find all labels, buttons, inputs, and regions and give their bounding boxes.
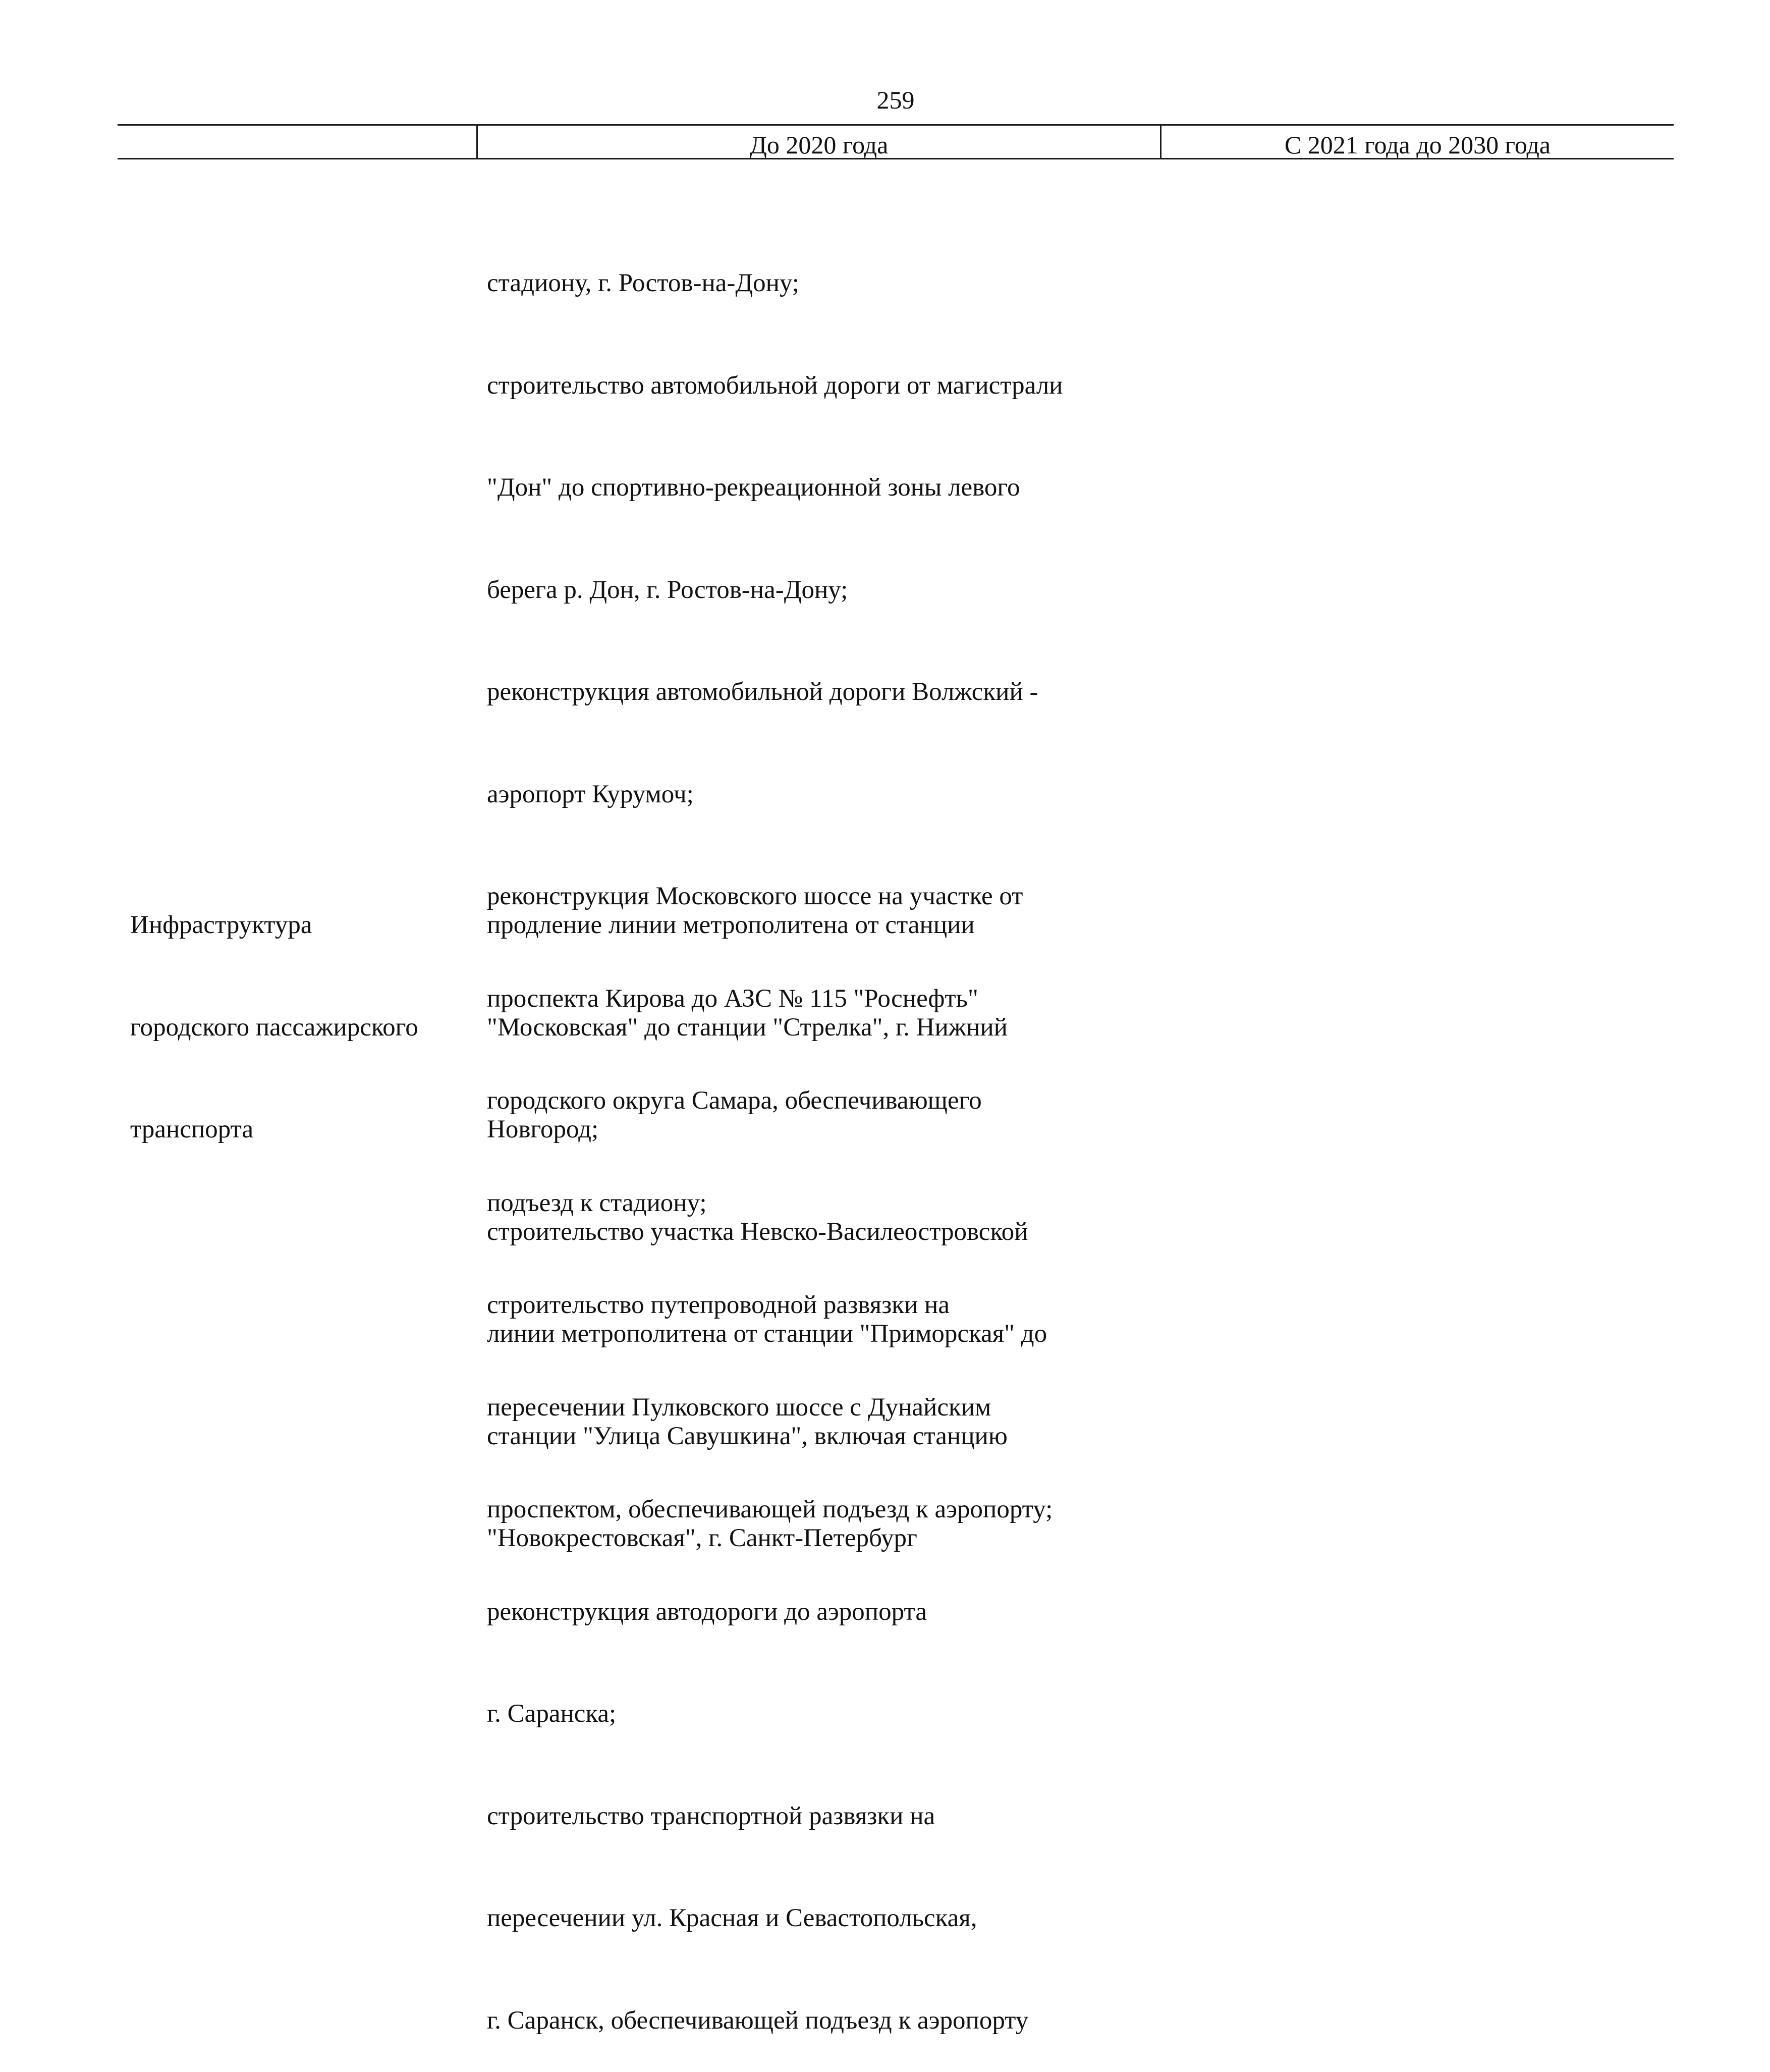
- text-line: продление линии метрополитена от станции: [487, 911, 975, 939]
- text-line: реконструкция Московского шоссе на участке от: [487, 882, 1023, 910]
- text-line: "Московская" до станции "Стрелка", г. Нижний: [487, 1013, 1008, 1042]
- text-line: пересечении ул. Красная и Севастопольская,: [487, 1904, 977, 1932]
- table-header: [118, 124, 1674, 159]
- page-number: 259: [876, 86, 915, 114]
- text-line: реконструкция автодороги до аэропорта: [487, 1597, 927, 1626]
- text-line: "Новокрестовская", г. Санкт-Петербург: [487, 1524, 917, 1552]
- header-col-2021-2030: С 2021 года до 2030 года: [1160, 126, 1674, 158]
- text-line: стадиону, г. Ростов-на-Дону;: [487, 269, 799, 297]
- text-line: строительство транспортной развязки на: [487, 1802, 935, 1830]
- text-line: "Дон" до спортивно-рекреационной зоны левого: [487, 473, 1020, 502]
- text-line: Новгород;: [487, 1115, 599, 1143]
- text-line: линии метрополитена от станции "Приморская" до: [487, 1320, 1047, 1348]
- header-col-category: [118, 126, 476, 158]
- text-line: г. Саранска;: [487, 1700, 617, 1728]
- text-line: пересечении Пулковского шоссе с Дунайским: [487, 1393, 991, 1422]
- text-line: берега р. Дон, г. Ростов-на-Дону;: [487, 575, 848, 604]
- text-line: строительство путепроводной развязки на: [487, 1291, 950, 1319]
- header-col-until-2020: До 2020 года: [476, 126, 1160, 158]
- row-2-col2-text: [487, 840, 1047, 1590]
- text-line: строительство участка Невско-Василеостровской: [487, 1217, 1028, 1246]
- row-2-category: [130, 840, 418, 1181]
- category-line: транспорта: [130, 1115, 254, 1143]
- text-line: г. Саранск, обеспечивающей подъезд к аэропорту: [487, 2006, 1029, 2035]
- text-line: подъезд к стадиону;: [487, 1188, 707, 1217]
- text-line: проспекта Кирова до АЗС № 115 "Роснефть": [487, 984, 978, 1013]
- text-line: проспектом, обеспечивающей подъезд к аэропорту;: [487, 1495, 1053, 1523]
- text-line: строительство автомобильной дороги от магистрали: [487, 371, 1063, 400]
- text-line: городского округа Самара, обеспечивающего: [487, 1086, 982, 1115]
- category-line: городского пассажирского: [130, 1013, 418, 1042]
- text-line: станции "Улица Савушкина", включая станцию: [487, 1422, 1008, 1450]
- text-line: аэропорт Курумоч;: [487, 780, 694, 808]
- category-line: Инфраструктура: [130, 911, 312, 939]
- text-line: реконструкция автомобильной дороги Волжский -: [487, 678, 1038, 706]
